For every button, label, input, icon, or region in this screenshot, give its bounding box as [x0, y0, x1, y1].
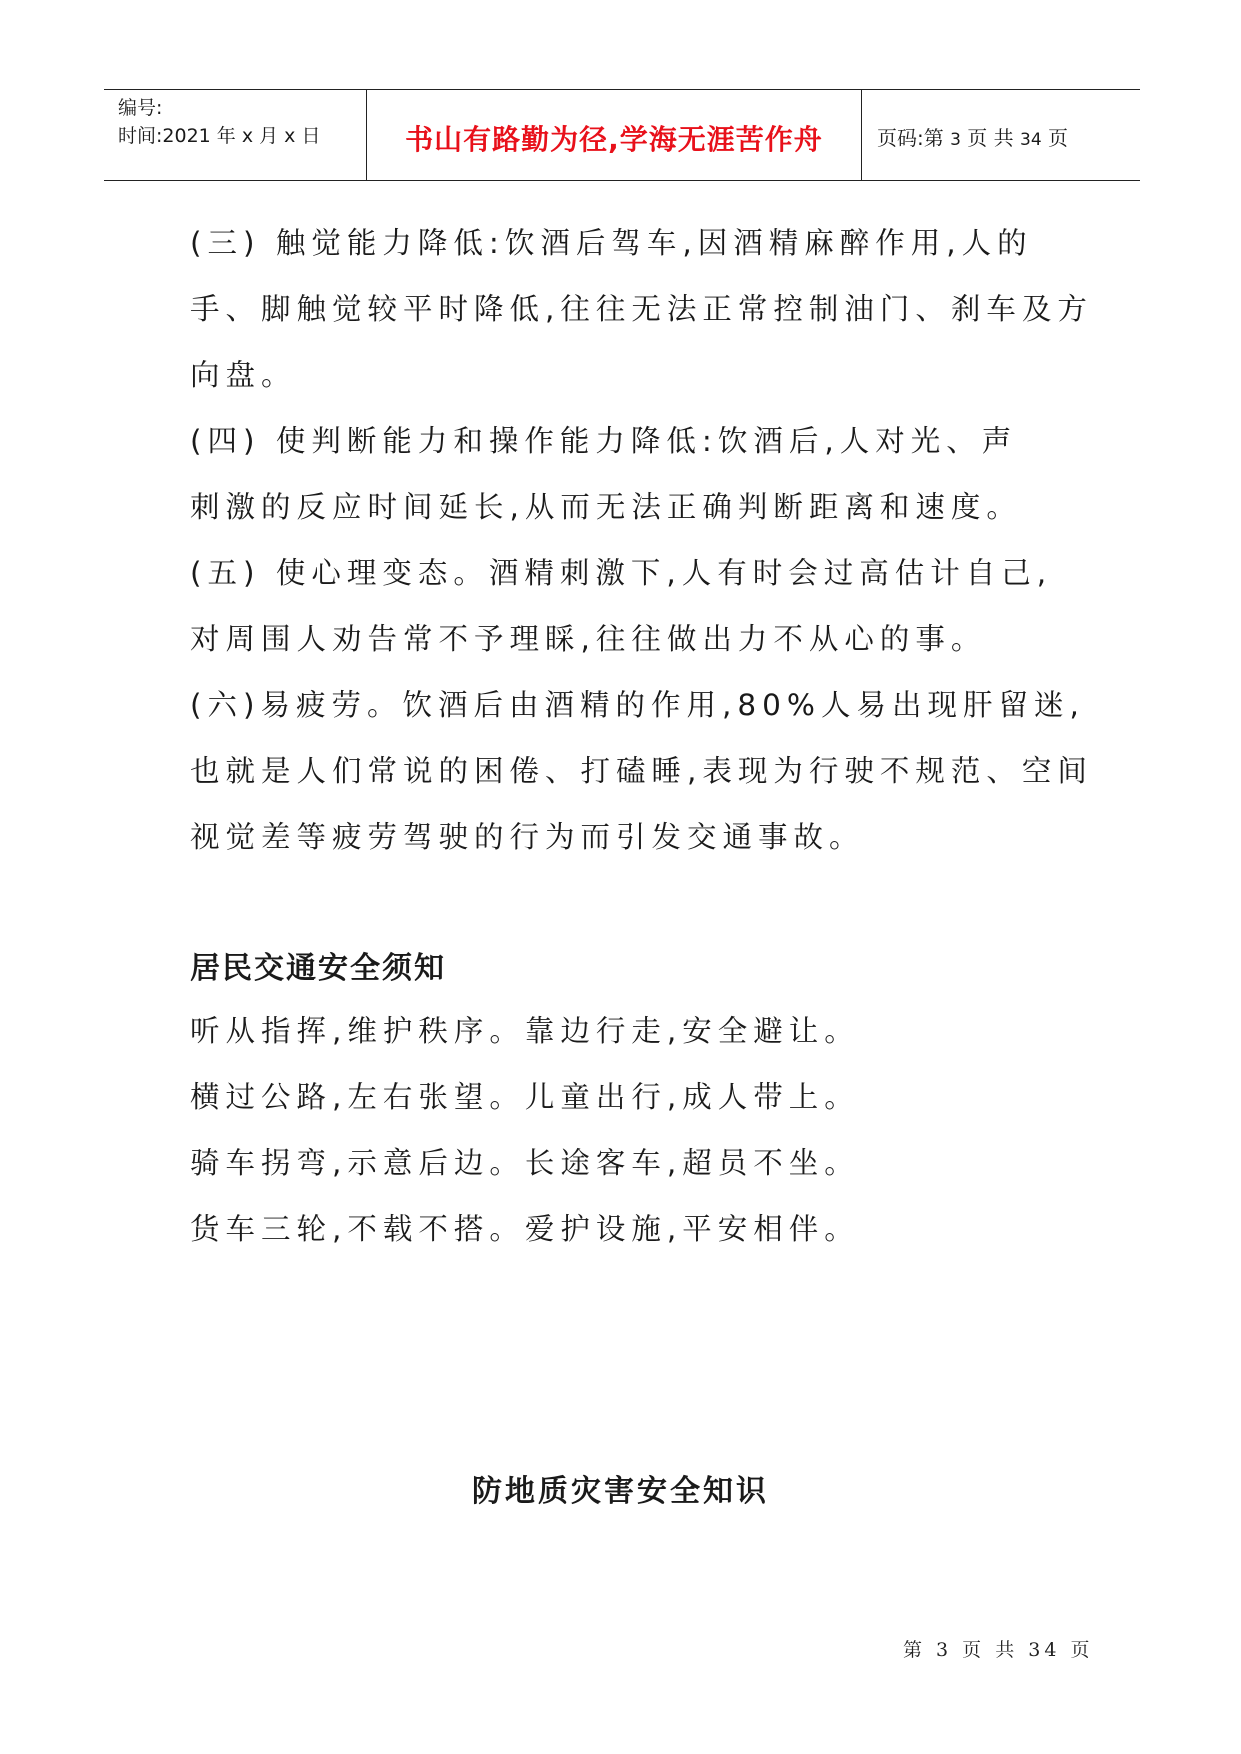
next-section-title: 防地质灾害安全知识 — [472, 1474, 769, 1509]
header-motto: 书山有路勤为径,学海无涯苦作舟 — [405, 123, 823, 156]
body-line: 视觉差等疲劳驾驶的行为而引发交通事故。 — [190, 820, 865, 854]
rhyme-line: 横过公路,左右张望。儿童出行,成人带上。 — [190, 1080, 860, 1114]
page-total: 34 — [1020, 130, 1042, 150]
header-meta — [118, 94, 320, 150]
page-footer: 第 3 页 共 34 页 — [903, 1639, 1094, 1661]
section-title: 居民交通安全须知 — [190, 951, 446, 986]
body-line: 向盘。 — [190, 358, 297, 392]
page-mid: 页 共 — [967, 126, 1014, 150]
document-time-label: 时间:2021 年 x 月 x 日 — [118, 125, 321, 147]
page-number: 3 — [950, 130, 961, 150]
header-divider — [861, 90, 862, 180]
body-line: (五) 使心理变态。酒精刺激下,人有时会过高估计自己, — [190, 556, 1053, 590]
page-prefix: 页码:第 — [877, 126, 944, 150]
rhyme-line: 货车三轮,不载不搭。爱护设施,平安相伴。 — [190, 1212, 860, 1246]
body-line: 对周围人劝告常不予理睬,往往做出力不从心的事。 — [190, 622, 987, 656]
header-page-info — [877, 122, 1068, 151]
body-line: (四) 使判断能力和操作能力降低:饮酒后,人对光、声 — [190, 424, 1018, 458]
page-header — [104, 89, 1140, 181]
body-line: 刺激的反应时间延长,从而无法正确判断距离和速度。 — [190, 490, 1022, 524]
rhyme-line: 听从指挥,维护秩序。靠边行走,安全避让。 — [190, 1014, 860, 1048]
body-line: (三) 触觉能力降低:饮酒后驾车,因酒精麻醉作用,人的 — [190, 226, 1033, 260]
rhyme-line: 骑车拐弯,示意后边。长途客车,超员不坐。 — [190, 1146, 860, 1180]
body-line: 手、脚触觉较平时降低,往往无法正常控制油门、刹车及方 — [190, 292, 1093, 326]
body-line: 也就是人们常说的困倦、打磕睡,表现为行驶不规范、空间 — [190, 754, 1093, 788]
page-suffix: 页 — [1048, 126, 1069, 150]
body-line: (六)易疲劳。饮酒后由酒精的作用,80%人易出现肝留迷, — [190, 688, 1085, 722]
document-number-label: 编号: — [118, 97, 163, 119]
